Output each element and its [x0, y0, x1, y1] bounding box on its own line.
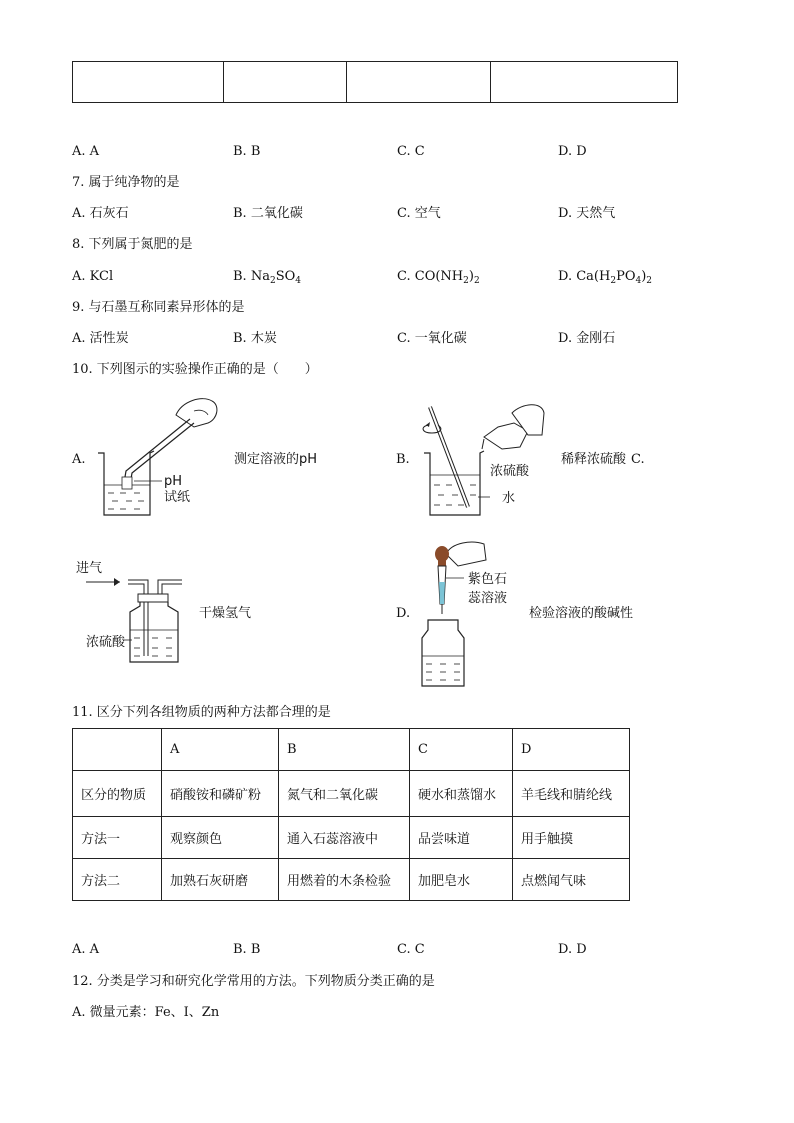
formula-text: PO — [616, 269, 636, 284]
option-a: A. A — [72, 942, 100, 957]
table-cell: 用燃着的木条检验 — [279, 859, 410, 901]
ph-label: pH — [164, 474, 183, 489]
formula-subscript: 2 — [463, 276, 469, 286]
table-header-row — [73, 729, 630, 771]
option-letter: C. — [631, 452, 645, 467]
table-cell: 方法一 — [73, 817, 162, 859]
table-row — [73, 771, 630, 817]
option-c: C. 空气 — [397, 206, 441, 221]
table-cell — [491, 62, 678, 103]
table-cell: 用手触摸 — [513, 817, 630, 859]
table-cell: 硬水和蒸馏水 — [410, 771, 513, 817]
acid-label: 浓硫酸 — [490, 464, 530, 479]
option-caption: 测定溶液的pH — [234, 452, 318, 467]
option-a: A. 石灰石 — [72, 206, 129, 221]
table-cell: A — [162, 729, 279, 771]
litmus-test-illustration — [418, 538, 528, 692]
table-cell: 加肥皂水 — [410, 859, 513, 901]
litmus-label-line2: 蕊溶液 — [468, 591, 508, 606]
formula-text: ) — [468, 269, 474, 284]
table-cell — [73, 729, 162, 771]
table-cell: 观察颜色 — [162, 817, 279, 859]
option-c: C. C — [397, 942, 425, 957]
option-a — [72, 268, 113, 286]
question-stem: 7. 属于纯净物的是 — [72, 175, 180, 190]
formula-text: SO — [275, 269, 296, 284]
table-cell: 氮气和二氧化碳 — [279, 771, 410, 817]
table-cell: 通入石蕊溶液中 — [279, 817, 410, 859]
table-cell: D — [513, 729, 630, 771]
table-cell: 区分的物质 — [73, 771, 162, 817]
acid-label: 浓硫酸 — [86, 635, 126, 650]
prev-question-table — [72, 61, 678, 103]
litmus-label-line1: 紫色石 — [468, 572, 508, 587]
table-cell — [347, 62, 491, 103]
option-b — [233, 268, 301, 286]
dilution-illustration — [418, 403, 568, 523]
option-d: D. 金刚石 — [558, 331, 616, 346]
option-b: B. B — [233, 942, 261, 957]
option-letter: B. — [396, 452, 410, 467]
table-cell: B — [279, 729, 410, 771]
option-a: A. A — [72, 144, 100, 159]
formula-subscript: 4 — [295, 276, 301, 286]
formula-text: A. KCl — [72, 269, 114, 284]
table-row — [73, 859, 630, 901]
formula-subscript: 2 — [473, 276, 480, 286]
table-cell: 点燃闻气味 — [513, 859, 630, 901]
table-cell: 硝酸铵和磷矿粉 — [162, 771, 279, 817]
option-b: B. B — [233, 144, 261, 159]
gas-inlet-label: 进气 — [76, 561, 103, 576]
table-cell — [224, 62, 347, 103]
option-d: D. 天然气 — [558, 206, 616, 221]
formula-text: D. Ca(H — [558, 269, 611, 284]
option-caption: 干燥氢气 — [199, 606, 252, 621]
formula-text: C. CO(NH — [397, 269, 464, 284]
option-caption: 检验溶液的酸碱性 — [529, 606, 634, 621]
question-stem: 9. 与石墨互称同素异形体的是 — [72, 300, 245, 315]
table-cell: 品尝味道 — [410, 817, 513, 859]
question-stem: 8. 下列属于氮肥的是 — [72, 237, 193, 252]
gas-drying-illustration — [76, 556, 206, 668]
table-cell: 加熟石灰研磨 — [162, 859, 279, 901]
formula-subscript: 2 — [646, 276, 653, 286]
table-row — [73, 817, 630, 859]
table-cell: C — [410, 729, 513, 771]
formula-text: ) — [641, 269, 647, 284]
table-cell: 方法二 — [73, 859, 162, 901]
formula-text: B. Na — [233, 269, 270, 284]
ph-test-illustration — [90, 393, 230, 523]
option-c — [397, 268, 480, 286]
option-d — [558, 268, 652, 286]
question-stem: 10. 下列图示的实验操作正确的是（ ） — [72, 362, 318, 377]
formula-subscript: 2 — [269, 276, 276, 286]
option-c: C. 一氧化碳 — [397, 331, 467, 346]
comparison-table — [72, 728, 630, 901]
question-stem: 11. 区分下列各组物质的两种方法都合理的是 — [72, 705, 331, 720]
option-letter: A. — [72, 452, 86, 467]
question-stem: 12. 分类是学习和研究化学常用的方法。下列物质分类正确的是 — [72, 974, 435, 989]
option-a: A. 微量元素：Fe、I、Zn — [72, 1005, 220, 1020]
option-b: B. 二氧化碳 — [233, 206, 303, 221]
option-d: D. D — [558, 942, 587, 957]
option-c: C. C — [397, 144, 425, 159]
option-letter: D. — [396, 606, 411, 621]
table-cell — [73, 62, 224, 103]
option-a: A. 活性炭 — [72, 331, 129, 346]
test-paper-label: 试纸 — [164, 490, 191, 505]
table-cell: 羊毛线和腈纶线 — [513, 771, 630, 817]
formula-subscript: 4 — [635, 276, 642, 286]
water-label: 水 — [502, 491, 516, 506]
option-caption: 稀释浓硫酸 — [561, 452, 627, 467]
option-b: B. 木炭 — [233, 331, 277, 346]
option-d: D. D — [558, 144, 587, 159]
formula-subscript: 2 — [610, 276, 617, 286]
